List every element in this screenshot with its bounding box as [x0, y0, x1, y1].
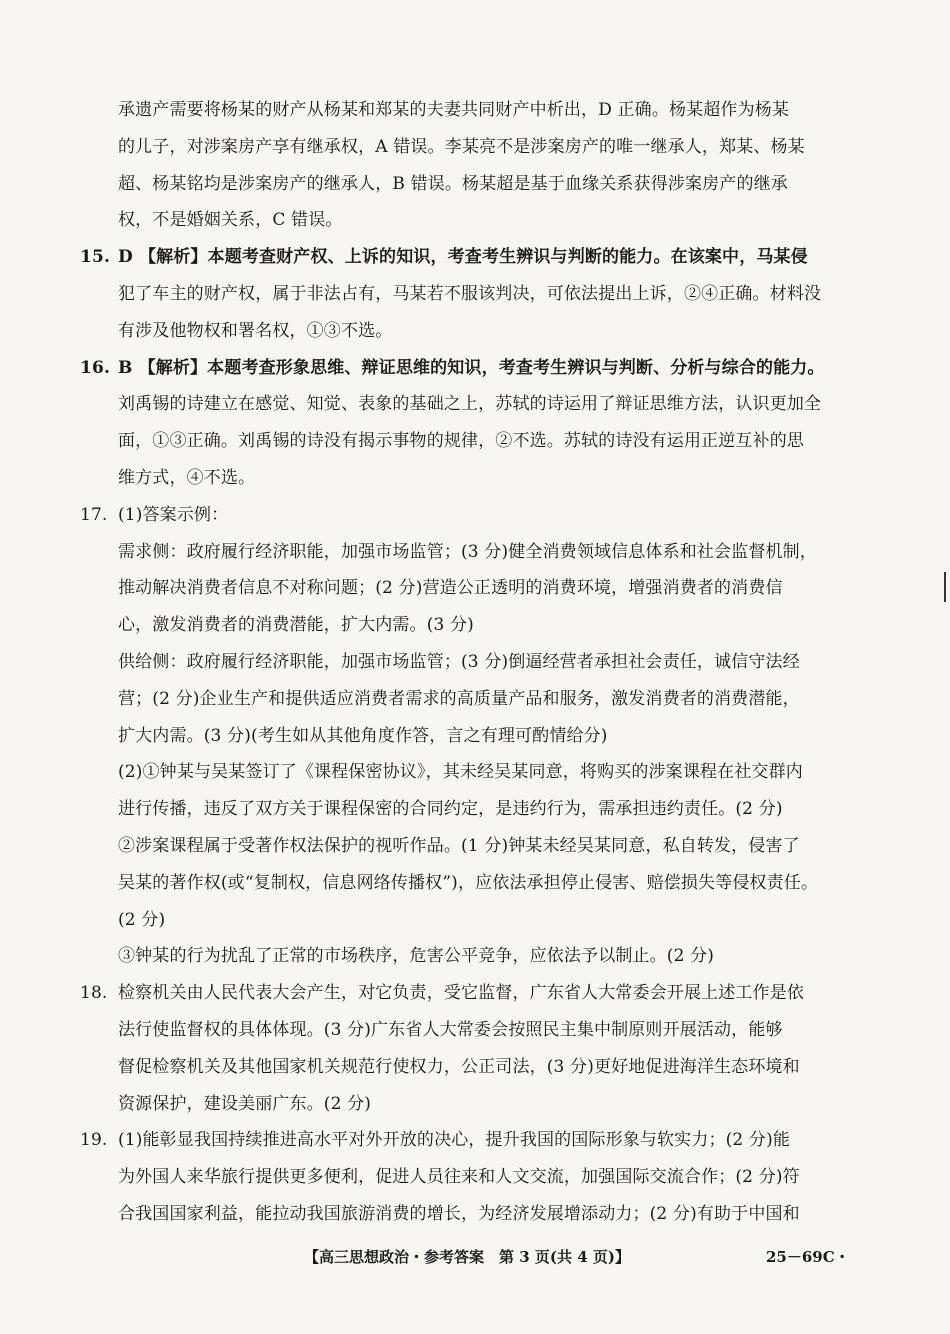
line-text: ②涉案课程属于受著作权法保护的视听作品。(1 分)钟某未经吴某同意，私自转发，侵害了 [118, 835, 800, 856]
text-line [80, 644, 870, 681]
line-text: 合我国国家利益，能拉动我国旅游消费的增长，为经济发展增添动力；(2 分)有助于中国和 [118, 1203, 800, 1224]
footer-page-info: 【高三思想政治・参考答案 第 3 页(共 4 页)】 [304, 1248, 630, 1266]
text-line [80, 92, 870, 129]
text-line [80, 460, 870, 497]
question-number: 16. [80, 357, 111, 378]
line-text: D 【解析】本题考查财产权、上诉的知识，考查考生辨识与判断的能力。在该案中，马某侵 [118, 247, 808, 268]
text-line [80, 791, 870, 828]
text-line [80, 534, 870, 571]
question-number: 18. [80, 983, 108, 1004]
text-line [80, 681, 870, 718]
line-text: 营；(2 分)企业生产和提供适应消费者需求的高质量产品和服务，激发消费者的消费潜能， [118, 688, 800, 709]
line-text: 权，不是婚姻关系，C 错误。 [118, 210, 343, 231]
line-text: 有涉及他物权和署名权，①③不选。 [118, 320, 393, 341]
line-text: 扩大内需。(3 分)(考生如从其他角度作答，言之有理可酌情给分) [118, 725, 608, 746]
line-text: 资源保护，建设美丽广东。(2 分) [118, 1093, 372, 1114]
text-line [80, 1012, 870, 1049]
text-line [80, 386, 870, 423]
text-line [80, 607, 870, 644]
line-text: 超、杨某铭均是涉案房产的继承人，B 错误。杨某超是基于血缘关系获得涉案房产的继承 [118, 173, 788, 194]
text-line [80, 865, 870, 902]
text-line [80, 423, 870, 460]
text-line [80, 902, 870, 939]
text-line [80, 1196, 870, 1233]
answer-text-body [80, 92, 870, 1233]
line-text: ③钟某的行为扰乱了正常的市场秩序，危害公平竞争，应依法予以制止。(2 分) [118, 946, 715, 967]
text-line [80, 938, 870, 975]
line-text: 心，激发消费者的消费潜能，扩大内需。(3 分) [118, 615, 474, 636]
line-text: 为外国人来华旅行提供更多便利，促进人员往来和人文交流，加强国际交流合作；(2 分)符 [118, 1167, 800, 1188]
text-line [80, 276, 870, 313]
text-line [80, 718, 870, 755]
page-footer [0, 1242, 950, 1272]
line-text: 督促检察机关及其他国家机关规范行使权力，公正司法，(3 分)更好地促进海洋生态环境和 [118, 1056, 800, 1077]
text-line [80, 1049, 870, 1086]
text-line [80, 1159, 870, 1196]
text-line [80, 202, 870, 239]
question-line-19 [80, 1122, 870, 1159]
line-text: 推动解决消费者信息不对称问题；(2 分)营造公正透明的消费环境，增强消费者的消费信 [118, 578, 783, 599]
line-text: 维方式，④不选。 [118, 467, 256, 488]
question-number: 17. [80, 504, 108, 525]
text-line [80, 754, 870, 791]
text-line [80, 570, 870, 607]
text-line [80, 129, 870, 166]
line-text: 的儿子，对涉案房产享有继承权，A 错误。李某亮不是涉案房产的唯一继承人，郑某、杨某 [118, 136, 805, 157]
line-text: 进行传播，违反了双方关于课程保密的合同约定，是违约行为，需承担违约责任。(2 分) [118, 799, 783, 820]
line-text: 供给侧：政府履行经济职能，加强市场监管；(3 分)倒逼经营者承担社会责任，诚信守法经 [118, 651, 800, 672]
text-line [80, 1086, 870, 1123]
text-line [80, 166, 870, 203]
question-line-15 [80, 239, 870, 276]
scan-edge-mark [944, 572, 946, 602]
question-line-16 [80, 350, 870, 387]
line-text: 犯了车主的财产权，属于非法占有，马某若不服该判决，可依法提出上诉，②④正确。材料没 [118, 283, 822, 304]
line-text: 法行使监督权的具体体现。(3 分)广东省人大常委会按照民主集中制原则开展活动，能够 [118, 1019, 783, 1040]
line-text: (1)能彰显我国持续推进高水平对外开放的决心，提升我国的国际形象与软实力；(2 分)能 [118, 1130, 791, 1151]
line-text: 需求侧：政府履行经济职能，加强市场监管；(3 分)健全消费领域信息体系和社会监督机制， [118, 541, 817, 562]
text-line [80, 313, 870, 350]
question-line-17 [80, 497, 870, 534]
line-text: 承遗产需要将杨某的财产从杨某和郑某的夫妻共同财产中析出，D 正确。杨某超作为杨某 [118, 100, 790, 120]
line-text: 吴某的著作权(或“复制权，信息网络传播权”)，应依法承担停止侵害、赔偿损失等侵权责任。 [118, 872, 819, 893]
footer-exam-code: 25－69C・ [766, 1248, 850, 1266]
question-number: 15. [80, 247, 111, 268]
question-line-18 [80, 975, 870, 1012]
line-text: (2)①钟某与吴某签订了《课程保密协议》，其未经吴某同意，将购买的涉案课程在社交群内 [118, 762, 803, 783]
line-text: 面，①③正确。刘禹锡的诗没有揭示事物的规律，②不选。苏轼的诗没有运用正逆互补的思 [118, 431, 804, 452]
line-text: (2 分) [118, 909, 166, 930]
line-text: 刘禹锡的诗建立在感觉、知觉、表象的基础之上，苏轼的诗运用了辩证思维方法，认识更加全 [118, 394, 822, 415]
question-number: 19. [80, 1130, 108, 1151]
line-text: 检察机关由人民代表大会产生，对它负责，受它监督，广东省人大常委会开展上述工作是依 [118, 983, 804, 1004]
line-text: (1)答案示例： [118, 504, 229, 525]
text-line [80, 828, 870, 865]
line-text: B 【解析】本题考查形象思维、辩证思维的知识，考查考生辨识与判断、分析与综合的能力。 [118, 357, 825, 378]
